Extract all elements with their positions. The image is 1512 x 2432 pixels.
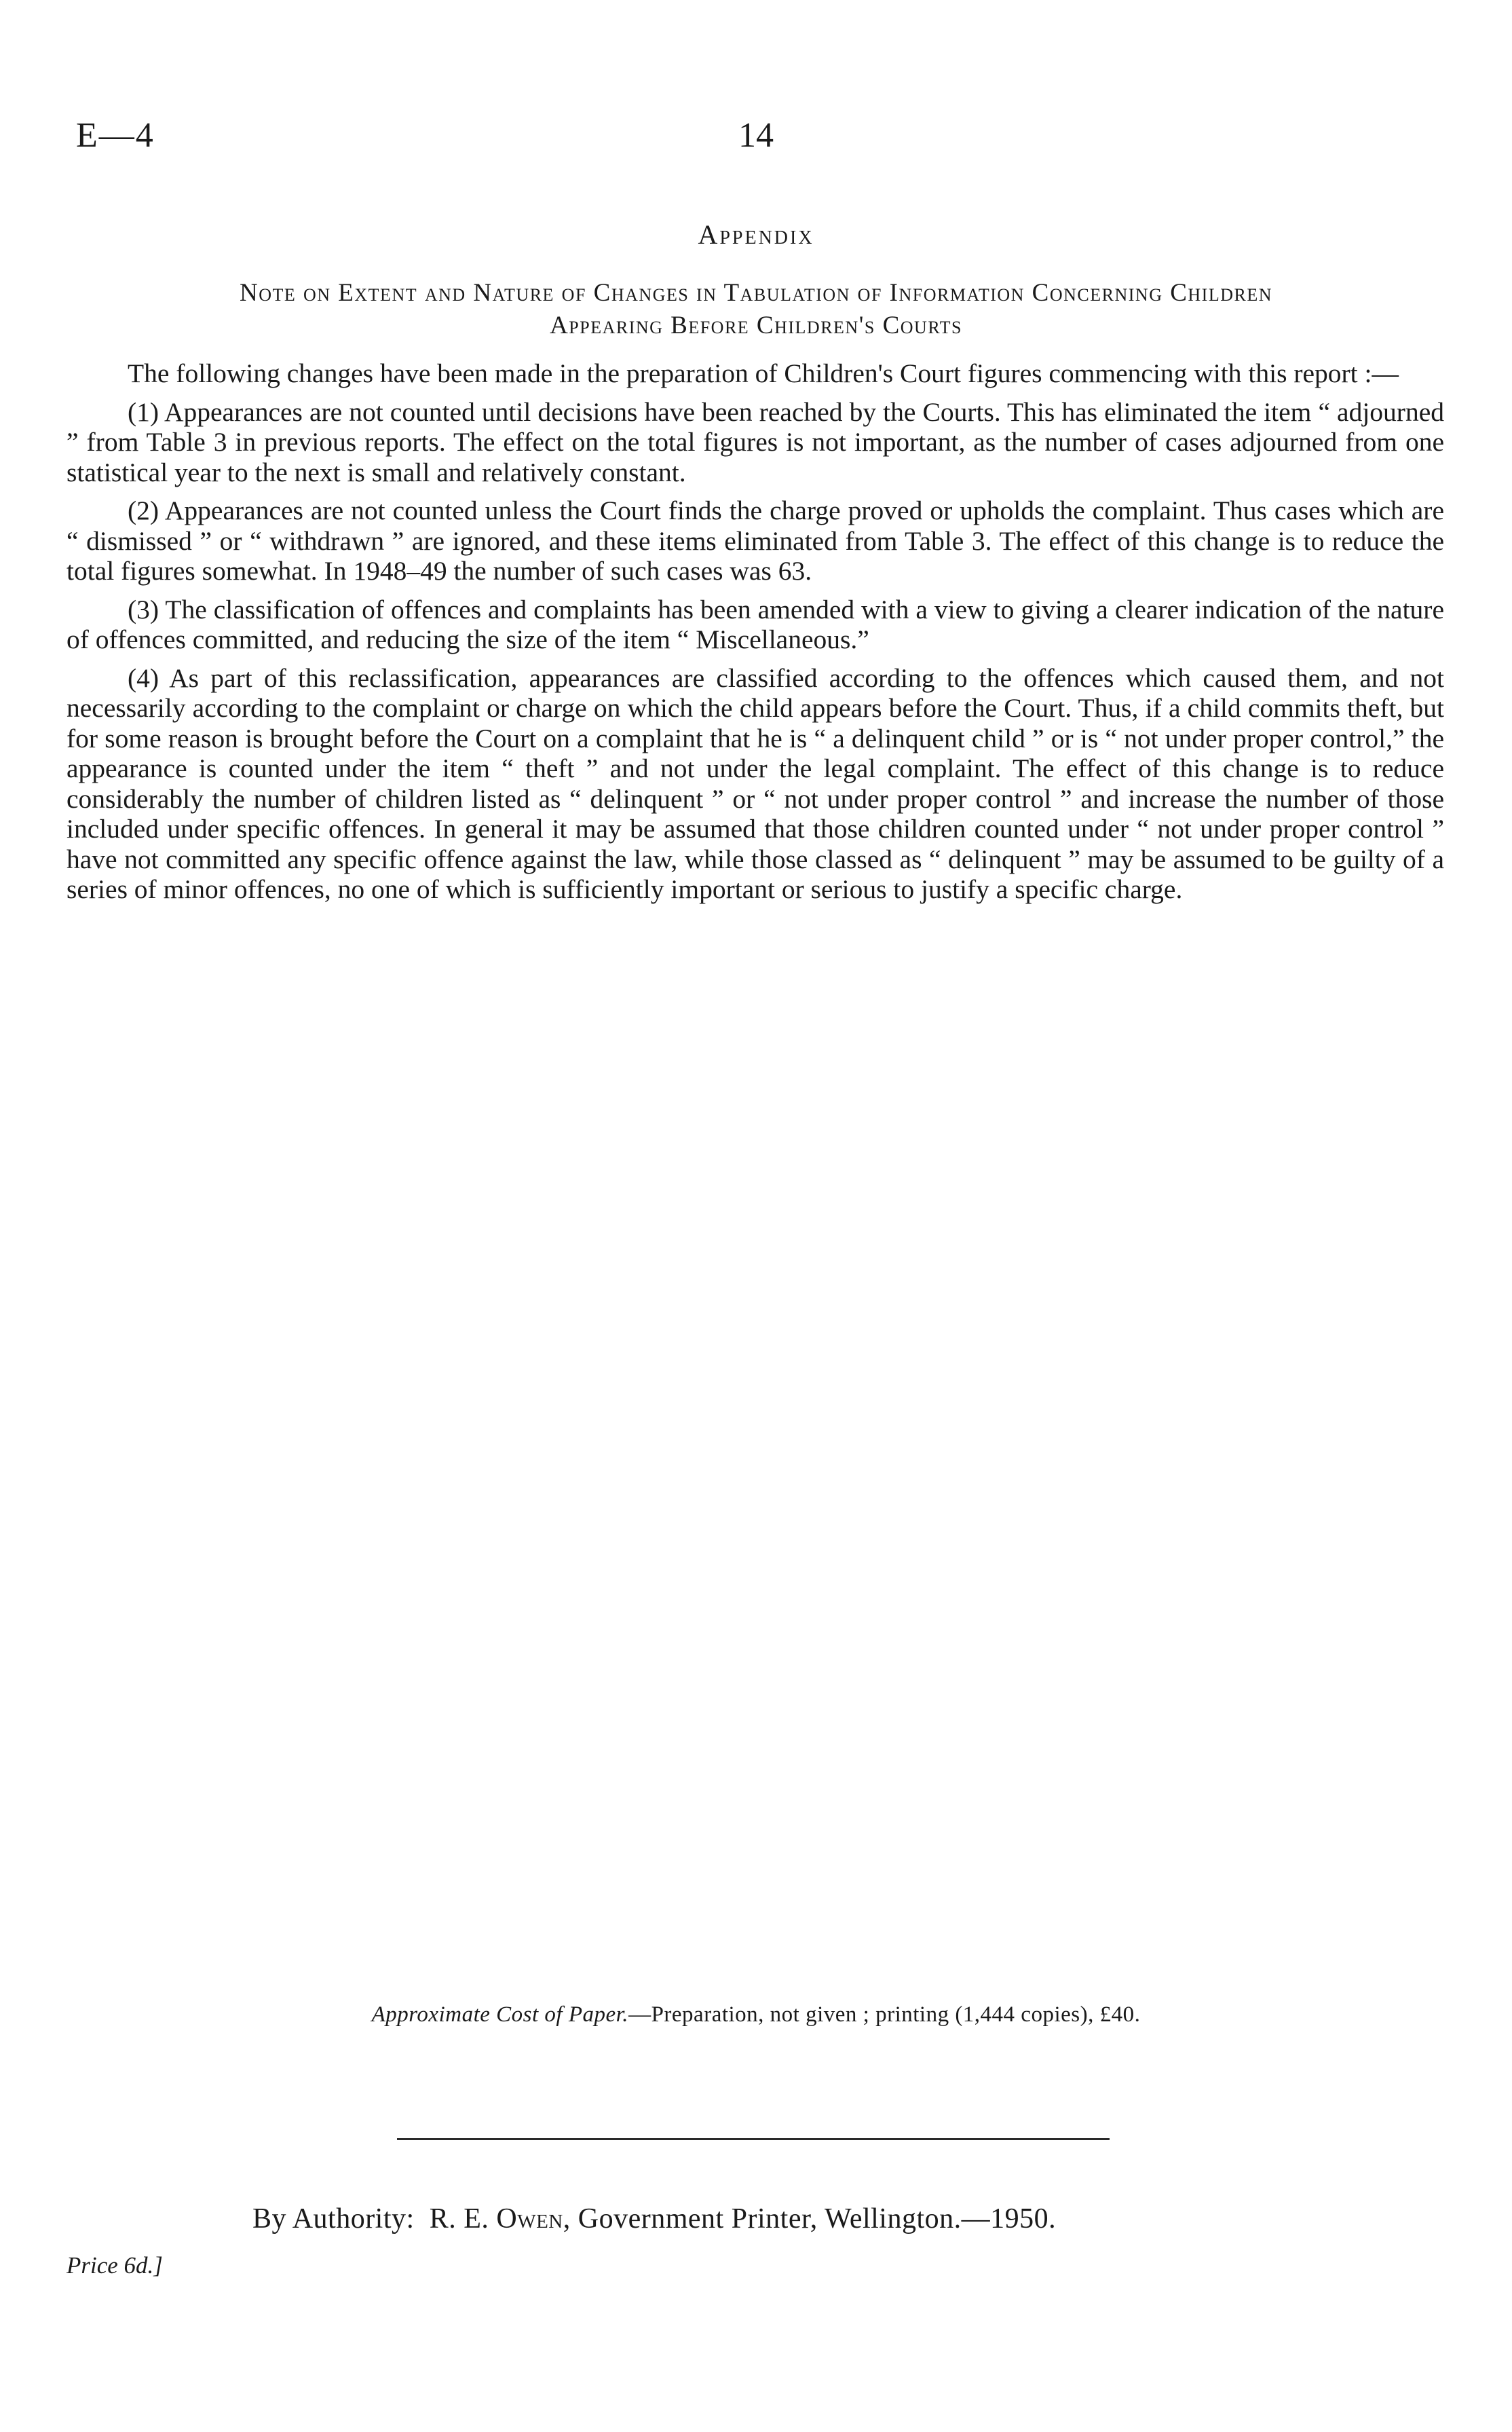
item-4-paragraph: (4) As part of this reclassification, appearances are classified according to the offences which caused them, and not necessarily according to the complaint or charge on which the child appears before the Court. Thus, if a child commits theft, but for some reason is brought before the Court on a complaint that he is “ a delinquent child ” or is “ not under proper control,” the appearance is counted under the item “ theft ” and not under the legal complaint. The effect of this change is to reduce considerably the number of children listed as “ delinquent ” or “ not under proper control ” and increase the number of those included under specific offences. In general it may be assumed that those children counted under “ not under proper control ” have not committed any specific offence against the law, while those classed as “ delinquent ” may be assumed to be guilty of a series of minor offences, no one of which is sufficiently important or serious to justify a specific charge. [67, 662, 1444, 904]
printer-name: R. E. Owen, [429, 2203, 571, 2234]
intro-paragraph: The following changes have been made in the preparation of Children's Court figures commencing with this report :— [128, 358, 1399, 388]
body-text [67, 358, 1444, 913]
note-title [68, 277, 1444, 342]
item-2-paragraph: (2) Appearances are not counted unless the Court finds the charge proved or upholds the complaint. Thus cases which are “ dismissed ” or “ withdrawn ” are ignored, and these items eliminated from Table 3. The effect of this change is to reduce the total figures somewhat. In 1948–49 the number of such cases was 63. [67, 495, 1444, 586]
footer-divider [397, 2138, 1110, 2140]
item-3-paragraph: (3) The classification of offences and complaints has been amended with a view to giving a clearer indication of the nature of offences committed, and reducing the size of the item “ Miscellaneous.” [67, 594, 1444, 654]
cost-text: —Preparation, not given ; printing (1,444 copies), £40. [628, 2002, 1141, 2027]
authority-rest: Government Printer, Wellington.—1950. [578, 2203, 1057, 2234]
authority-line [252, 2203, 1056, 2235]
cost-note [0, 2002, 1512, 2027]
cost-label: Approximate Cost of Paper. [371, 2002, 629, 2027]
authority-prefix: By Authority: [252, 2203, 415, 2234]
document-reference: E—4 [76, 116, 155, 155]
note-title-line-1: Note on Extent and Nature of Changes in Tabulation of Information Concerning Children [239, 279, 1272, 307]
item-1-paragraph: (1) Appearances are not counted until decisions have been reached by the Courts. This has eliminated the item “ adjourned ” from Table 3 in previous reports. The effect on the total figures is not important, as the number of cases adjourned from one statistical year to the next is small and relatively constant. [67, 396, 1444, 487]
note-title-line-2: Appearing Before Children's Courts [550, 312, 962, 339]
price-note: Price 6d.] [67, 2252, 163, 2279]
page-number: 14 [738, 116, 774, 155]
appendix-heading: Appendix [698, 219, 814, 250]
